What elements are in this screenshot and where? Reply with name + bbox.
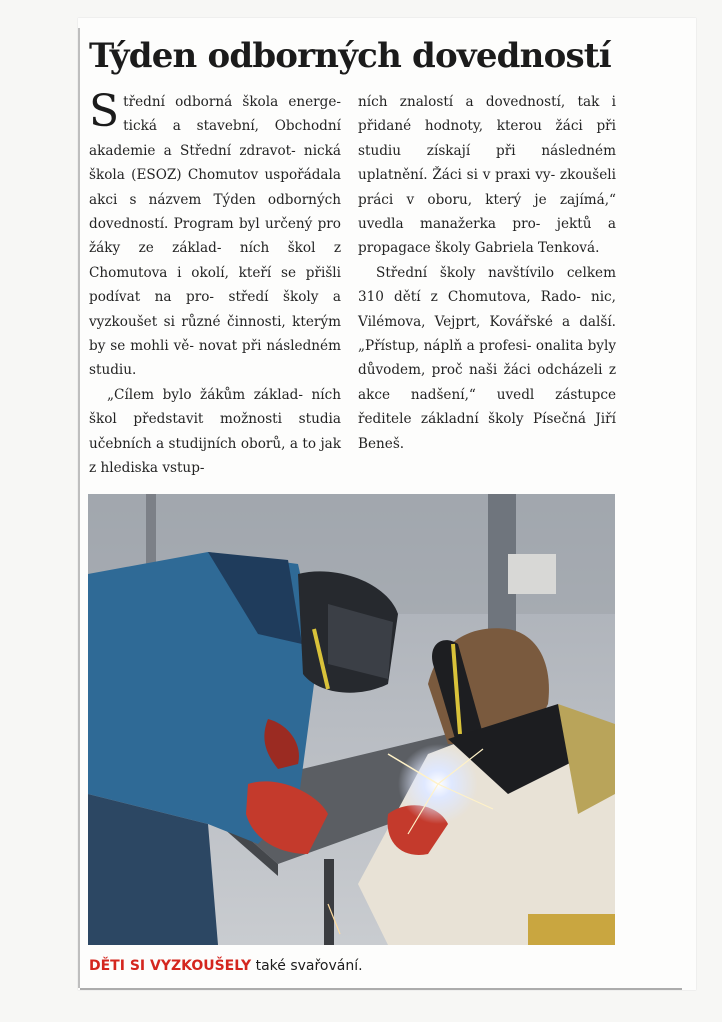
paragraph-text: třední odborná škola energe- tická a stavební, Obchodní akademie a Střední zdravot- nická škola (ESOZ) Chomutov uspořádala akci s názvem Týden odborných dovedností. Program byl určený pro žáky ze základ- ních škol z Chomutova i okolí, kteří se přišli podívat na pro- středí školy a vyzkoušet si různé činnosti, kterým by se mohli vě- novat při následném studiu. [89, 94, 341, 379]
article-column-2 [358, 90, 616, 456]
photo-caption [89, 957, 609, 975]
article-headline: Týden odborných dovedností [89, 36, 611, 76]
clipping-edge [78, 28, 80, 988]
caption-lead: DĚTI SI VYZKOUŠELY [89, 958, 252, 974]
paragraph: „Cílem bylo žákům základ- ních škol představit možnosti studia učebních a studijních oborů, a to jak z hlediska vstup- [89, 386, 341, 477]
paragraph [89, 86, 341, 383]
drop-cap: S [89, 86, 120, 137]
clipping-bottom-rule [80, 988, 682, 990]
caption-text: také svařování. [251, 958, 363, 974]
paragraph: ních znalostí a dovedností, tak i přidané hodnoty, kterou žáci při studiu získají při následném uplatnění. Žáci si v praxi vy- zkoušeli práci v oboru, který je zajímá,“ uvedla manažerka pro- jektů a propagace školy Gabriela Tenková. [358, 94, 616, 257]
article-column-1 [89, 86, 341, 481]
welding-photo [88, 494, 615, 945]
welding-photo-illustration [88, 494, 615, 945]
paragraph: Střední školy navštívilo celkem 310 dětí z Chomutova, Rado- nic, Vilémova, Vejprt, Kovářské a další. „Přístup, náplň a profesi- onalita byly důvodem, proč naši žáci odcházeli z akce nadšení,“ uvedl zástupce ředitele základní školy Písečná Jiří Beneš. [358, 264, 616, 452]
